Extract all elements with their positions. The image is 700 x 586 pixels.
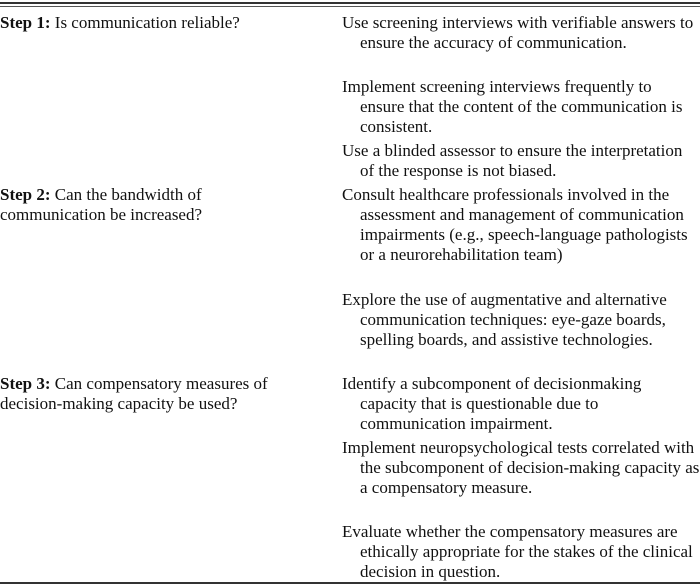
step-1-action-2: Implement screening interviews frequently to ensure that the content of the communication is consistent.: [342, 77, 683, 136]
step-1-cell: [0, 13, 330, 33]
step-1-action-3: Use a blinded assessor to ensure the interpretation of the response is not biased.: [342, 141, 683, 180]
step-3-question: Can compensatory measures of decision-making capacity be used?: [0, 374, 268, 413]
step-1-label: Step 1:: [0, 13, 51, 32]
step-3-label: Step 3:: [0, 374, 51, 393]
top-rule: [0, 2, 700, 4]
top-rule-thin: [0, 6, 700, 7]
step-3-action-3: Evaluate whether the compensatory measures are ethically appropriate for the stakes of the clinical decision in question.: [342, 522, 693, 581]
step-2-cell: [0, 185, 300, 225]
step-3-action-2: Implement neuropsychological tests correlated with the subcomponent of decision-making capacity as a compensatory measure.: [342, 438, 700, 497]
step-2-action-2: Explore the use of augmentative and alternative communication techniques: eye-gaze boards, spelling boards, and assistive technologies.: [342, 290, 667, 349]
step-1-question: Is communication reliable?: [54, 13, 240, 32]
bottom-rule: [0, 582, 700, 584]
step-1-action-1: Use screening interviews with verifiable answers to ensure the accuracy of communication.: [342, 13, 694, 52]
step-2-label: Step 2:: [0, 185, 51, 204]
step-2-question: Can the bandwidth of communication be increased?: [0, 185, 203, 224]
step-3-cell: [0, 374, 320, 414]
step-3-action-1: Identify a subcomponent of decisionmaking capacity that is questionable due to communication impairment.: [342, 374, 642, 433]
step-2-action-1: Consult healthcare professionals involved in the assessment and management of communication impairments (e.g., speech-language pathologists or a neurorehabilitation team): [342, 185, 688, 264]
